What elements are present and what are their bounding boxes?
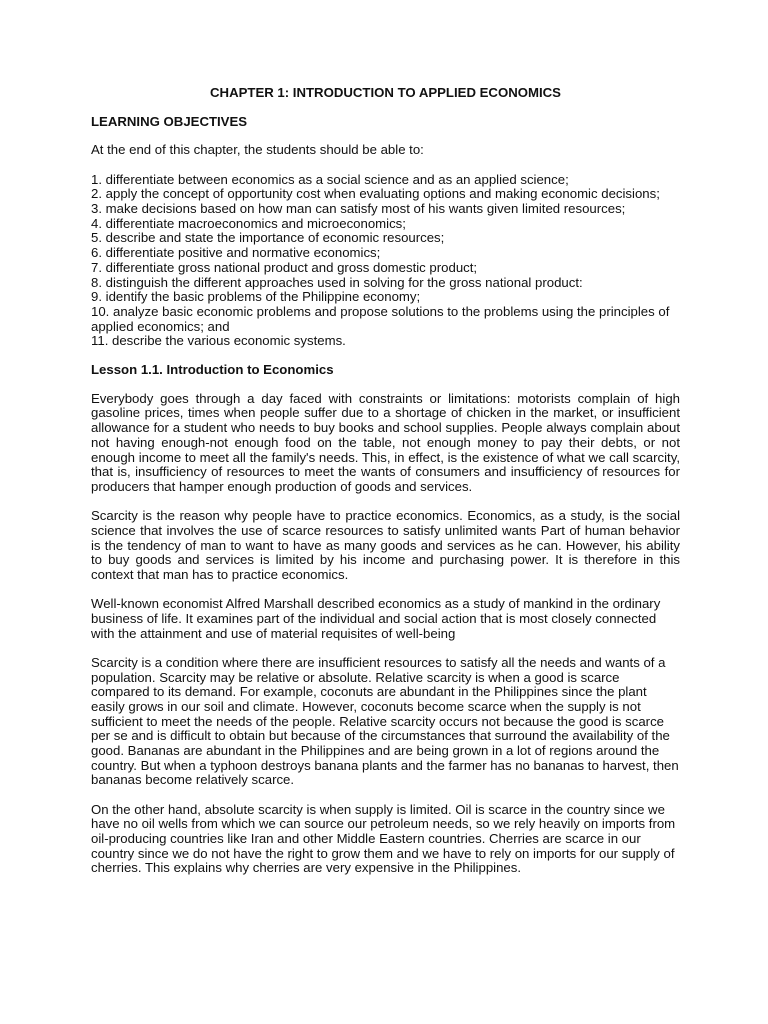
body-paragraph: Everybody goes through a day faced with constraints or limitations: motorists complain of high gasoline prices, times when people suffer due to a shortage of chicken in the market, or insufficient allowance for a student who needs to buy books and school supplies. People always complain about not having enough-not enough food on the table, not enough money to pay their debts, or not enough income to meet all the family's needs. This, in effect, is the existence of what we call scarcity, that is, insufficiency of resources to meet the wants of consumers and insufficiency of resources for producers that hamper enough production of goods and services. bbox=[91, 390, 680, 494]
objective-item: 8. distinguish the different approaches used in solving for the gross national product: bbox=[91, 274, 583, 290]
objective-item: 7. differentiate gross national product and gross domestic product; bbox=[91, 259, 478, 275]
body-paragraph: Scarcity is the reason why people have to practice economics. Economics, as a study, is the social science that involves the use of scarce resources to satisfy unlimited wants Part of human behavior is the tendency of man to want to have as many goods and services as he can. However, his ability to buy goods and services is limited by his income and purchasing power. It is therefore in this context that man has to practice economics. bbox=[91, 508, 680, 582]
body-paragraph: On the other hand, absolute scarcity is when supply is limited. Oil is scarce in the country since we have no oil wells from which we can source our petroleum needs, so we rely heavily on imports from oil-producing countries like Iran and other Middle Eastern countries. Cherries are scarce in our country since we do not have the right to grow them and we have to rely on imports for our supply of cherries. This explains why cherries are very expensive in the Philippines. bbox=[91, 801, 676, 876]
objective-item: 5. describe and state the importance of economic resources; bbox=[91, 230, 445, 246]
body-paragraph: Scarcity is a condition where there are insufficient resources to satisfy all the needs and wants of a population. Scarcity may be relative or absolute. Relative scarcity is when a good is scarce compared to its demand. For example, coconuts are abundant in the Philippines since the plant easily grows in our soil and climate. However, coconuts become scarce when the supply is not sufficient to meet the needs of the people. Relative scarcity occurs not because the good is scarce per se and is difficult to obtain but because of the circumstances that surround the availability of the good. Bananas are abundant in the Philippines and are being grown in a lot of regions around the country. But when a typhoon destroys banana plants and the farmer has no bananas to harvest, then bananas become relatively scarce. bbox=[91, 654, 679, 788]
body-paragraph: Well-known economist Alfred Marshall described economics as a study of mankind in the ordinary business of life. It examines part of the individual and social action that is most closely connected with the attainment and use of material requisites of well-being bbox=[91, 596, 661, 641]
objectives-list bbox=[91, 173, 680, 349]
objective-item: 6. differentiate positive and normative economics; bbox=[91, 245, 381, 261]
objective-item: 1. differentiate between economics as a social science and as an applied science; bbox=[91, 171, 569, 187]
objective-item: 3. make decisions based on how man can satisfy most of his wants given limited resources; bbox=[91, 201, 626, 217]
chapter-title: CHAPTER 1: INTRODUCTION TO APPLIED ECONOMICS bbox=[210, 85, 561, 100]
objectives-intro: At the end of this chapter, the students should be able to: bbox=[91, 142, 424, 158]
objective-item: 9. identify the basic problems of the Philippine economy; bbox=[91, 289, 421, 305]
objective-item: 10. analyze basic economic problems and propose solutions to the problems using the principles of applied economics; and bbox=[91, 303, 670, 334]
lesson-heading: Lesson 1.1. Introduction to Economics bbox=[91, 362, 334, 378]
objective-item: 4. differentiate macroeconomics and microeconomics; bbox=[91, 215, 406, 231]
objective-item: 2. apply the concept of opportunity cost when evaluating options and making economic decisions; bbox=[91, 186, 660, 202]
objective-item: 11. describe the various economic systems. bbox=[91, 333, 346, 349]
objectives-heading: LEARNING OBJECTIVES bbox=[91, 113, 248, 129]
